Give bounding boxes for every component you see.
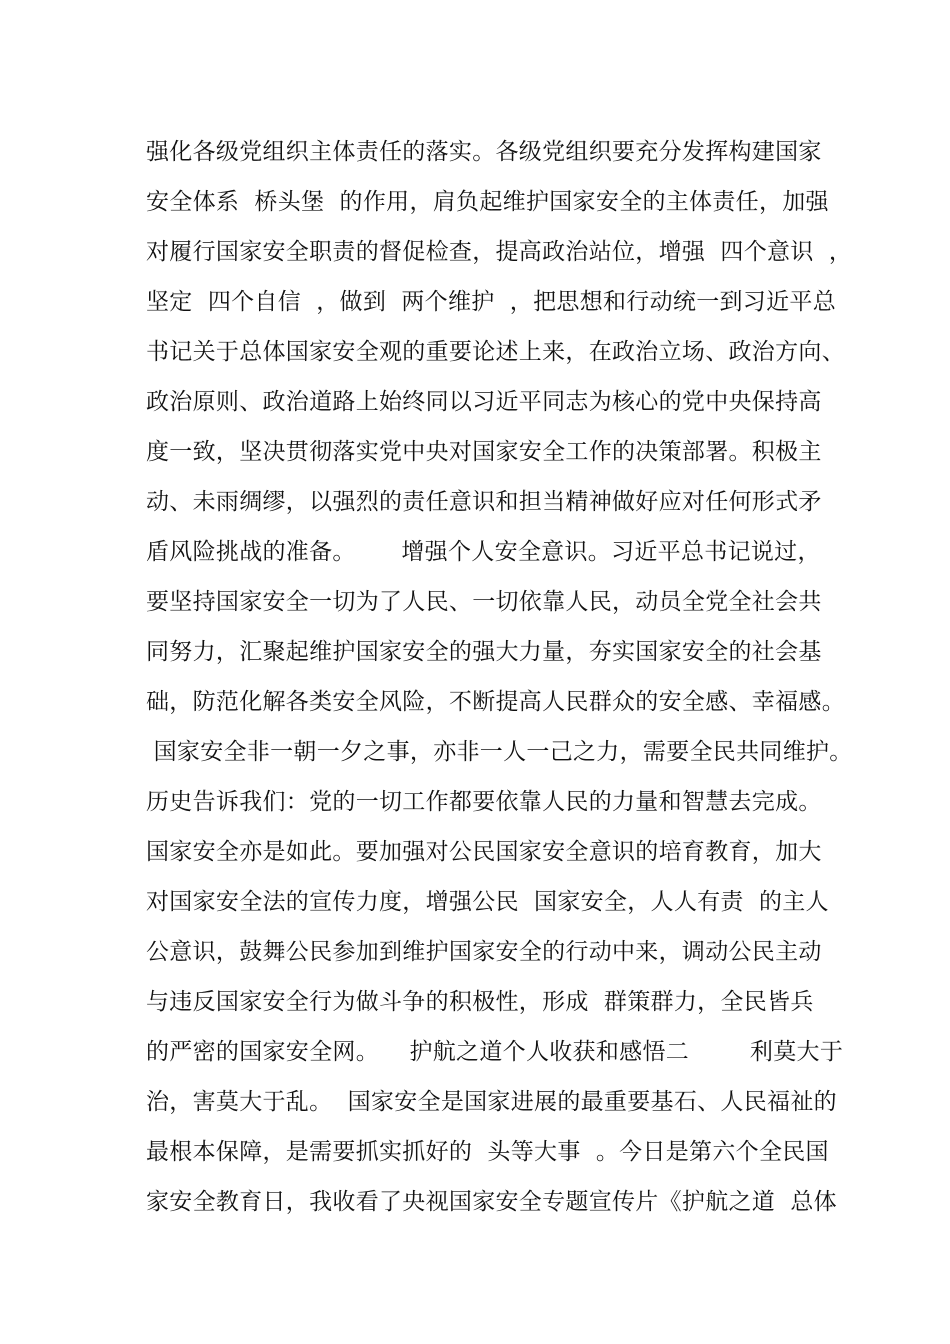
- text-line: 治，害莫大于乱。 国家安全是国家进展的最重要基石、人民福祉的: [146, 1089, 837, 1115]
- text-line: 动、未雨绸缪，以强烈的责任意识和担当精神做好应对任何形式矛: [146, 489, 822, 515]
- text-line: 度一致，坚决贯彻落实党中央对国家安全工作的决策部署。积极主: [146, 439, 822, 465]
- text-line: 家安全教育日，我收看了央视国家安全专题宣传片《护航之道 总体: [146, 1189, 837, 1215]
- text-line: 政治原则、政治道路上始终同以习近平同志为核心的党中央保持高: [146, 389, 822, 415]
- text-line: 国家安全亦是如此。要加强对公民国家安全意识的培育教育，加大: [146, 839, 822, 865]
- text-line: 的严密的国家安全网。 护航之道个人收获和感悟二 利莫大于: [146, 1039, 844, 1065]
- text-line: 最根本保障，是需要抓实抓好的 头等大事 。今日是第六个全民国: [146, 1139, 829, 1165]
- text-line: 国家安全非一朝一夕之事，亦非一人一己之力，需要全民共同维护。: [146, 739, 853, 765]
- text-line: 坚定 四个自信 ，做到 两个维护 ，把思想和行动统一到习近平总: [146, 289, 836, 315]
- text-line: 础，防范化解各类安全风险，不断提高人民群众的安全感、幸福感。: [146, 689, 845, 715]
- text-line: 公意识，鼓舞公民参加到维护国家安全的行动中来，调动公民主动: [146, 939, 822, 965]
- text-line: 要坚持国家安全一切为了人民、一切依靠人民，动员全党全社会共: [146, 589, 822, 615]
- text-line: 强化各级党组织主体责任的落实。各级党组织要充分发挥构建国家: [146, 139, 822, 165]
- text-line: 与违反国家安全行为做斗争的积极性，形成 群策群力，全民皆兵: [146, 989, 814, 1015]
- text-line: 历史告诉我们：党的一切工作都要依靠人民的力量和智慧去完成。: [146, 789, 822, 815]
- text-line: 安全体系 桥头堡 的作用，肩负起维护国家安全的主体责任，加强: [146, 189, 829, 215]
- text-line: 同努力，汇聚起维护国家安全的强大力量，夯实国家安全的社会基: [146, 639, 822, 665]
- text-line: 对履行国家安全职责的督促检查，提高政治站位，增强 四个意识 ，: [146, 239, 853, 265]
- text-line: 对国家安全法的宣传力度，增强公民 国家安全，人人有责 的主人: [146, 889, 829, 915]
- text-line: 书记关于总体国家安全观的重要论述上来，在政治立场、政治方向、: [146, 339, 845, 365]
- text-line: 盾风险挑战的准备。 增强个人安全意识。习近平总书记说过，: [146, 539, 821, 565]
